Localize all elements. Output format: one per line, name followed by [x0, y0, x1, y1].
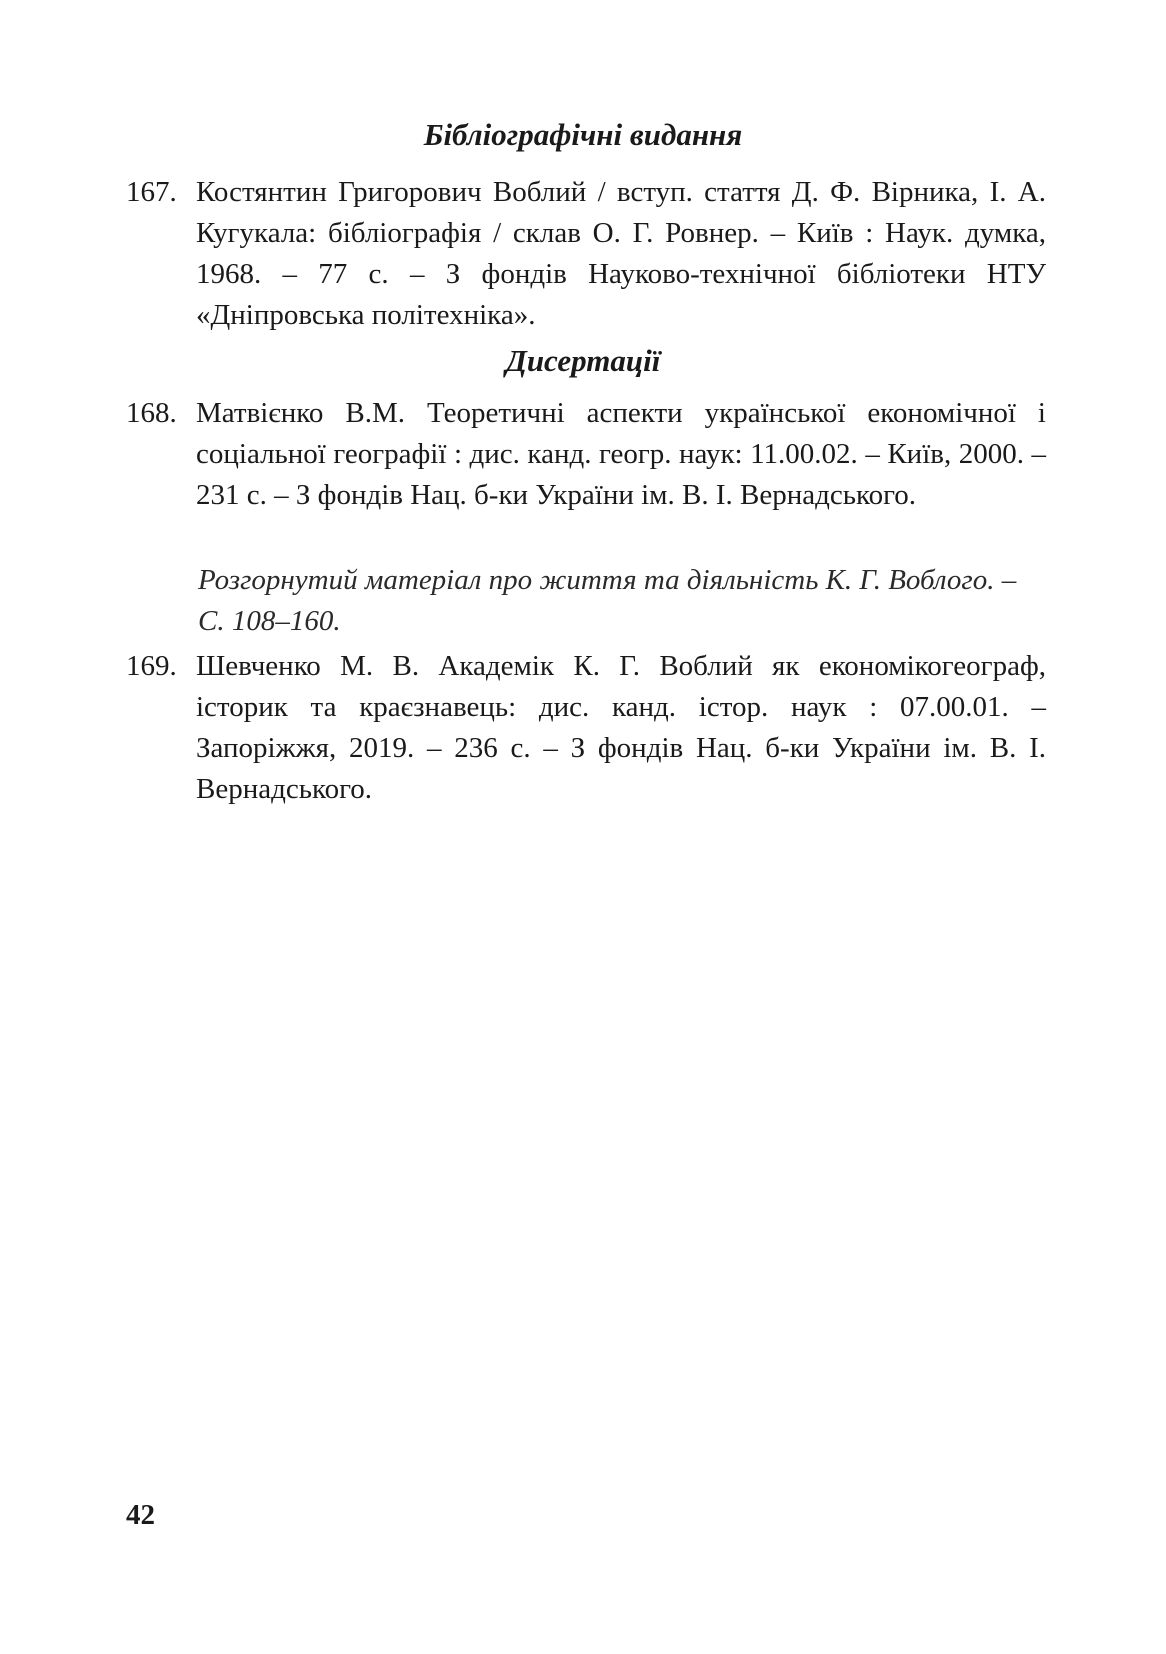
entry-note: Розгорнутий матеріал про життя та діяльність К. Г. Воблого. – С. 108–160. — [198, 564, 1017, 637]
section-heading-dissertations: Дисертації — [505, 343, 661, 378]
entry-text: Матвієнко В.М. Теоретичні аспекти української економічної і соціальної географії : дис. канд. геогр. наук: 11.00.02. – Київ, 2000. – 231 с. – З фондів Нац. б-ки України ім. В. І. Вернадського. — [196, 397, 1046, 511]
bibliography-entry — [126, 393, 1046, 516]
section-heading-bibliographic: Бібліографічні видання — [423, 117, 743, 152]
entry-text: Шевченко М. В. Академік К. Г. Воблий як економікогеограф, історик та краєзнавець: дис. канд. істор. наук : 07.00.01. – Запоріжжя, 2019. – 236 с. – З фондів Нац. б-ки України ім. В. І. Вернадського. — [196, 650, 1046, 805]
bibliography-entry — [126, 172, 1046, 336]
bibliography-entry — [126, 646, 1046, 810]
page-number: 42 — [126, 1499, 155, 1531]
entry-number: 169. — [126, 650, 177, 682]
entry-number: 167. — [126, 176, 177, 208]
entry-number: 168. — [126, 397, 177, 429]
entry-text: Костянтин Григорович Воблий / вступ. стаття Д. Ф. Вірника, І. А. Кугукала: бібліографія / склав О. Г. Ровнер. – Київ : Наук. думка, 1968. – 77 с. – З фондів Науково-технічної бібліотеки НТУ «Дніпровська політехніка». — [196, 176, 1046, 331]
